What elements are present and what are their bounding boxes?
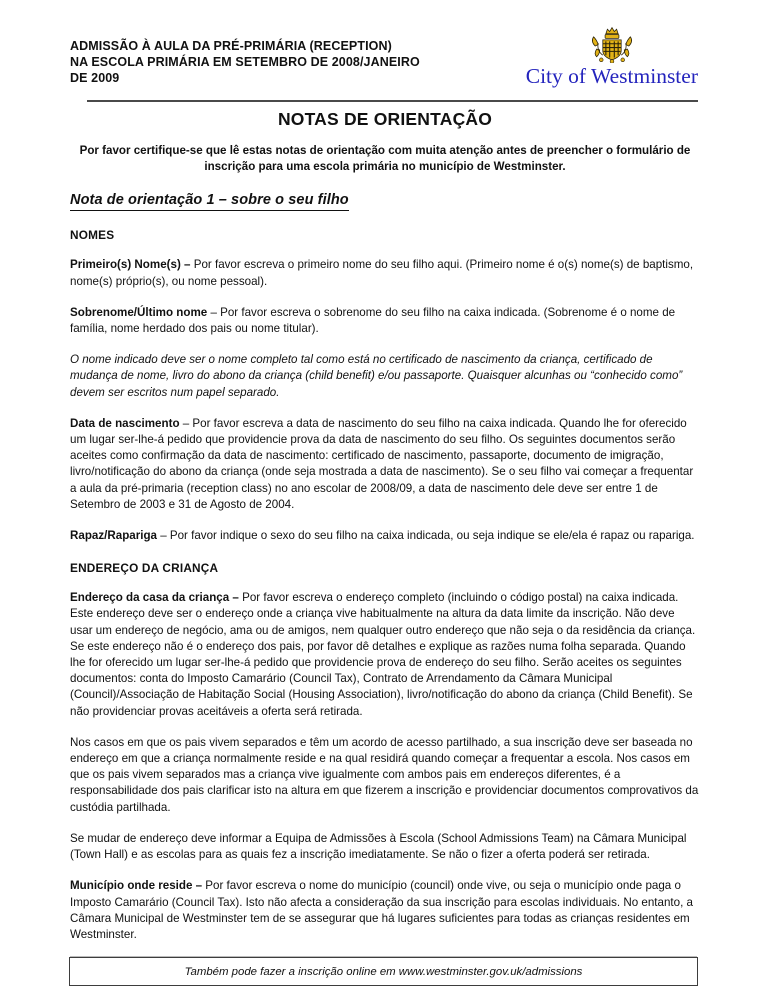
- council-label: Município onde reside –: [70, 879, 203, 893]
- gender-label: Rapaz/Rapariga: [70, 529, 157, 543]
- admission-title-line-1: ADMISSÃO À AULA DA PRÉ-PRIMÁRIA (RECEPTION): [70, 39, 392, 53]
- date-of-birth-text: – Por favor escreva a data de nascimento do seu filho na caixa indicada. Quando lhe for oferecido um lugar ser-lhe-á pedido que providencie prova da data de nascimento do seu filho. Os seguintes documentos serão aceites como confirmação da data de nascimento: certificado de nascimento, passaporte, documento de imigração, livro/notificação do abono da criança (onde seja mostrada a data de nascimento). Se o seu filho vai começar a frequentar a aula da pré-primaria (reception class) no ano escolar de 2008/09, a data de nascimento dele deve ser entre 1 de Setembro de 2003 e 31 de Agosto de 2004.: [70, 416, 694, 511]
- paragraph-first-names: [70, 257, 700, 289]
- header-divider: [87, 100, 698, 102]
- paragraph-date-of-birth: [70, 416, 700, 513]
- online-application-box: [69, 957, 698, 986]
- online-application-note: Também pode fazer a inscrição online em www.westminster.gov.uk/admissions: [184, 966, 583, 979]
- admission-title-line-3: DE 2009: [70, 71, 120, 85]
- paragraph-full-name-note: O nome indicado deve ser o nome completo tal como está no certificado de nascimento da criança, certificado de mudança de nome, livro do abono da criança (child benefit) e/ou passaporte. Quaisquer alcunhas ou “conhecido como” devem ser escritos num papel separado.: [70, 353, 683, 399]
- paragraph-gender: [70, 528, 700, 544]
- paragraph-change-of-address: Se mudar de endereço deve informar a Equipa de Admissões à Escola (School Admissions Team) na Câmara Municipal (Town Hall) e as escolas para as quais fez a inscrição imediatamente. Se não o fizer a oferta poderá ser retirada.: [70, 831, 687, 862]
- westminster-logo-text: City of Westminster: [525, 64, 698, 88]
- council-text: Por favor escreva o nome do município (council) onde vive, ou seja o município onde paga o Imposto Camarário (Council Tax). Isto não afecta a consideração da sua inscrição para escolas individuais. No entanto, a Câmara Municipal de Westminster tem de se assegurar que há lugares suficientes para todas as crianças residentes em Westminster.: [70, 879, 693, 941]
- home-address-label: Endereço da casa da criança –: [70, 591, 239, 605]
- header: [70, 38, 700, 88]
- first-names-text: Por favor escreva o primeiro nome do seu filho aqui. (Primeiro nome é o(s) nome(s) de baptismo, nome(s) próprio(s), ou nome pessoal).: [70, 258, 694, 288]
- gender-text: – Por favor indique o sexo do seu filho na caixa indicada, ou seja indique se ele/ela é rapaz ou rapariga.: [156, 529, 695, 543]
- paragraph-separated-parents: Nos casos em que os pais vivem separados e têm um acordo de acesso partilhado, a sua inscrição deve ser baseada no endereço em que a criança normalmente reside e na qual residirá quando começar a frequentar a escola. Nos casos em que os pais vivem separados mas a criança vive igualmente com ambos pais em endereços diferentes, é a responsabilidade dos pais clarificar isto na altura em que fizerem a inscrição e providenciar documentos comprovativos da custódia partilhada.: [70, 735, 699, 814]
- first-names-label: Primeiro(s) Nome(s) –: [70, 258, 191, 272]
- westminster-logo: [526, 26, 700, 88]
- westminster-crest-icon: [589, 26, 635, 63]
- note-1-heading: Nota de orientação 1 – sobre o seu filho: [70, 192, 349, 211]
- page-title: NOTAS DE ORIENTAÇÃO: [277, 109, 493, 129]
- home-address-text: Por favor escreva o endereço completo (incluindo o código postal) na caixa indicada. Este endereço deve ser o endereço onde a criança vive habitualmente na altura da data limite da inscrição. Não deve usar um endereço de negócio, ama ou de amigos, nem qualquer outro endereço que não seja o da residência da criança. Se este endereço não é o endereço dos pais, por favor dê detalhes e explique as razões numa folha separada. Quando lhe for oferecido um lugar ser-lhe-á pedido que providencie prova de endereço do seu filho. Serão aceites os seguintes documentos: conta do Imposto Camarário (Council Tax), Contrato de Arrendamento da Câmara Municipal (Council)/Associação de Habitação Social (Housing Association), livro/notificação do abono da criança (Child Benefit). Se não providenciar provas aceitáveis a oferta será retirada.: [70, 591, 696, 718]
- paragraph-home-address: [70, 590, 700, 720]
- address-section-heading: ENDEREÇO DA CRIANÇA: [70, 561, 219, 576]
- intro-paragraph: Por favor certifique-se que lê estas notas de orientação com muita atenção antes de preencher o formulário de inscrição para uma escola primária no município de Westminster.: [79, 144, 691, 174]
- admission-title: [70, 38, 420, 86]
- surname-text: – Por favor escreva o sobrenome do seu filho na caixa indicada. (Sobrenome é o nome de família, nome herdado dos pais ou nome titular).: [70, 305, 676, 336]
- paragraph-council: [70, 878, 700, 943]
- date-of-birth-label: Data de nascimento: [70, 416, 180, 430]
- surname-label: Sobrenome/Último nome: [70, 305, 208, 319]
- paragraph-surname: [70, 305, 700, 337]
- admission-title-line-2: NA ESCOLA PRIMÁRIA EM SETEMBRO DE 2008/JANEIRO: [70, 55, 420, 69]
- note-1-heading-wrap: [70, 191, 700, 211]
- names-section-heading: NOMES: [70, 228, 115, 243]
